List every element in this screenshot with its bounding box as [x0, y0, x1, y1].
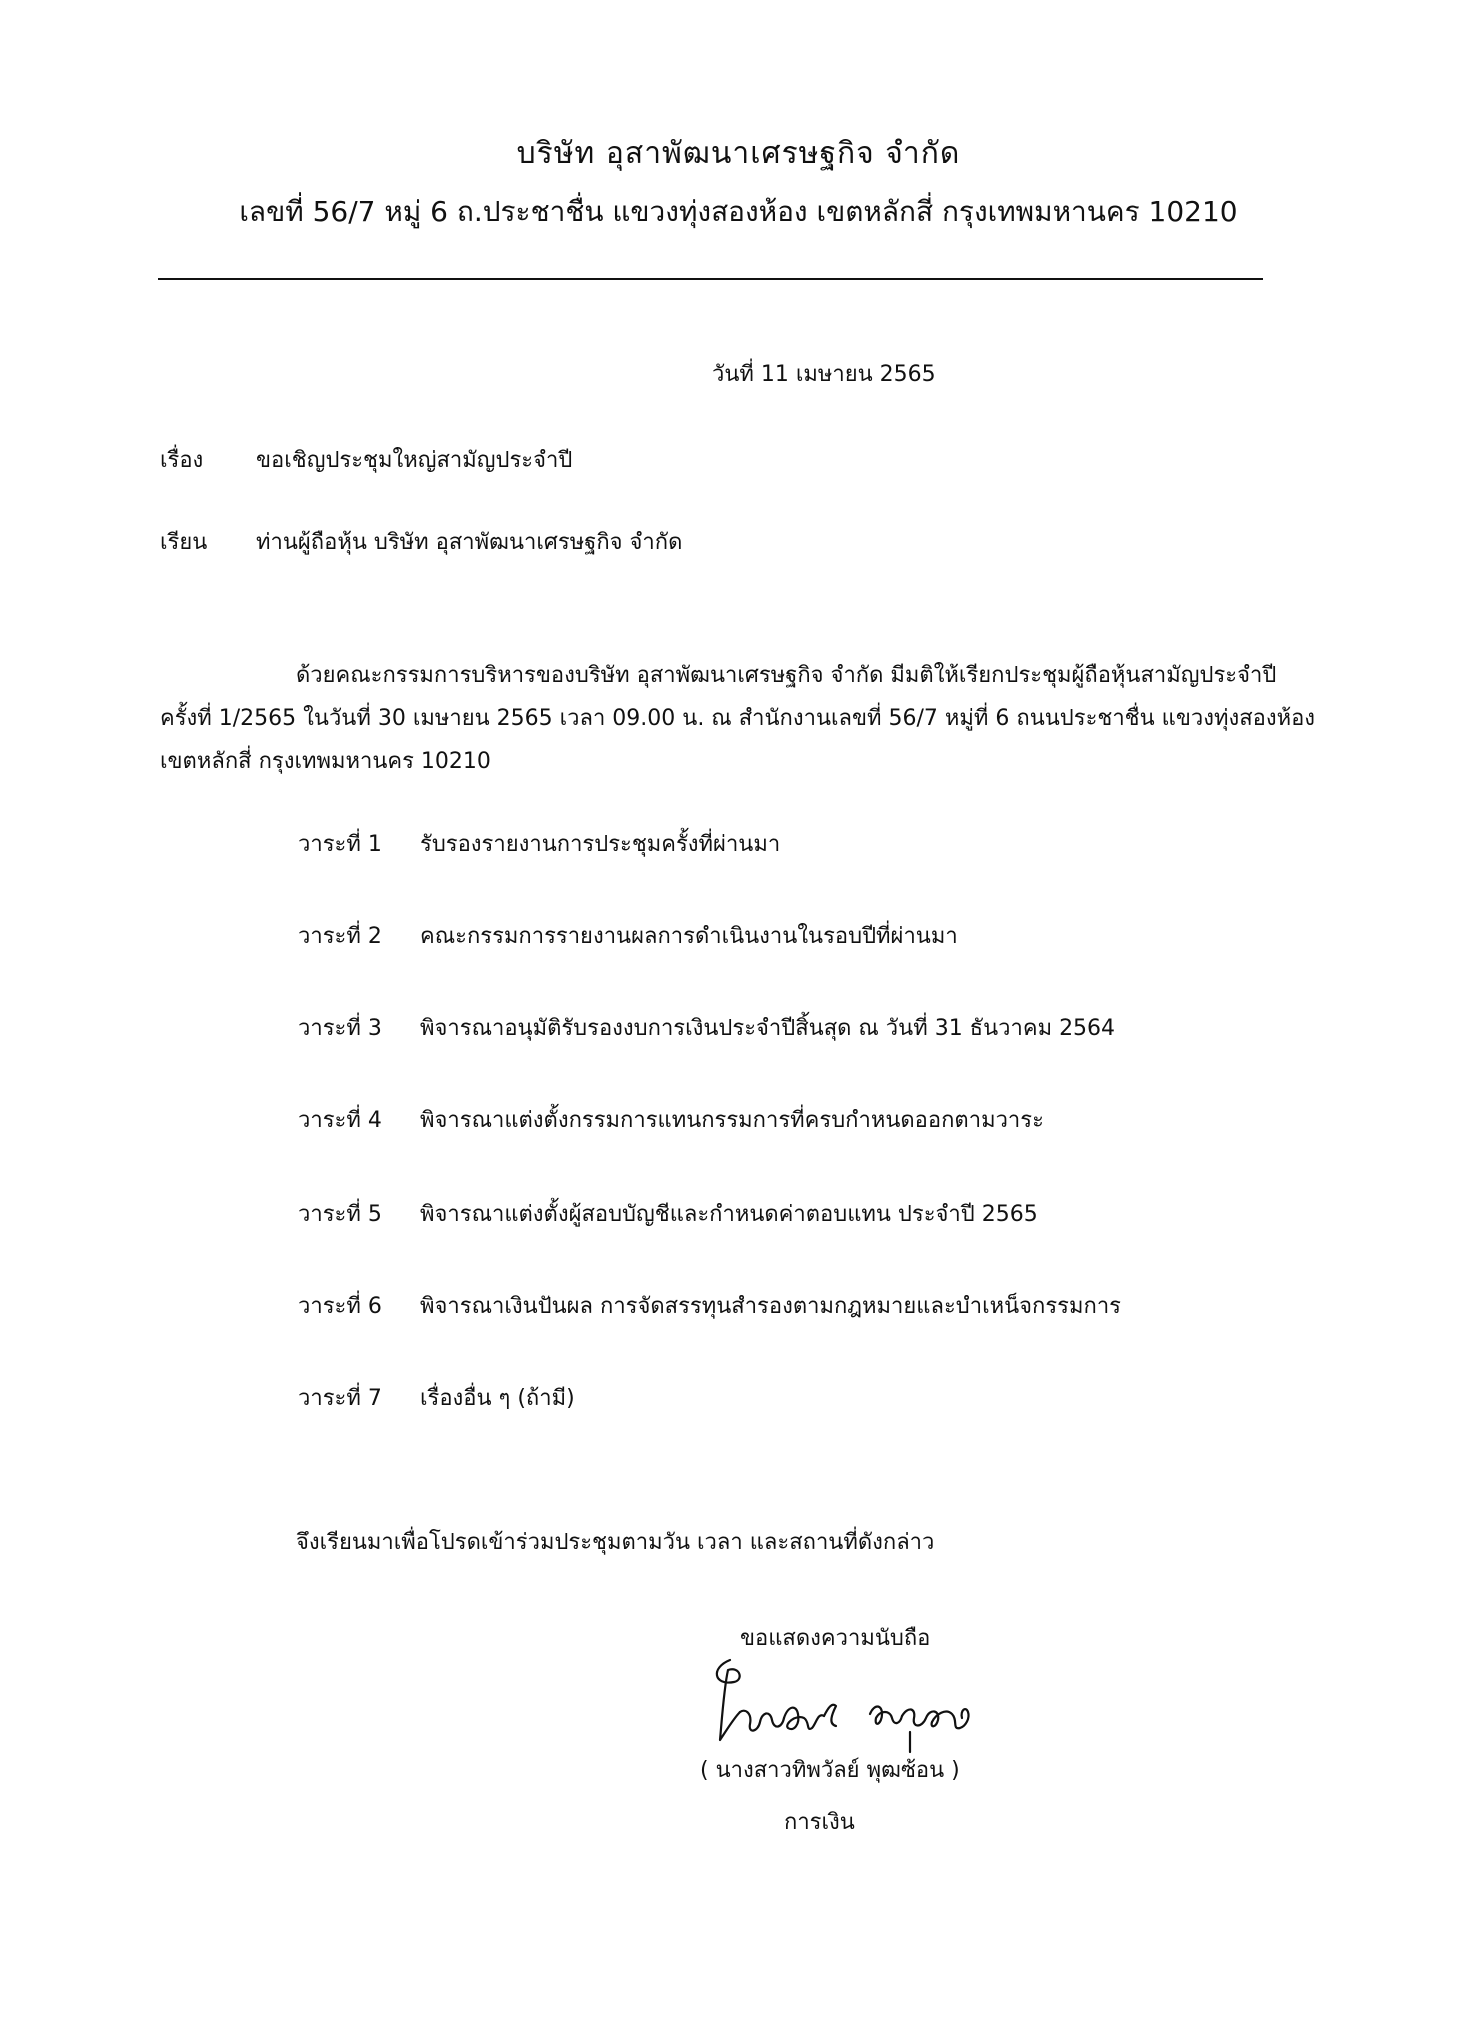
closing-text: จึงเรียนมาเพื่อโปรดเข้าร่วมประชุมตามวัน เวลา และสถานที่ดังกล่าว: [296, 1530, 935, 1555]
signer-name: ( นางสาวทิพวัลย์ พุฒซ้อน ): [700, 1758, 960, 1783]
agenda-text: พิจารณาแต่งตั้งกรรมการแทนกรรมการที่ครบกำหนดออกตามวาระ: [420, 1108, 1044, 1133]
handwritten-signature: [700, 1648, 1020, 1758]
agenda-number: วาระที่ 4: [298, 1108, 382, 1133]
subject-text: ขอเชิญประชุมใหญ่สามัญประจำปี: [256, 448, 573, 473]
agenda-number: วาระที่ 2: [298, 924, 382, 949]
agenda-text: เรื่องอื่น ๆ (ถ้ามี): [420, 1386, 575, 1411]
agenda-text: พิจารณาแต่งตั้งผู้สอบบัญชีและกำหนดค่าตอบแทน ประจำปี 2565: [420, 1202, 1038, 1227]
agenda-number: วาระที่ 1: [298, 832, 382, 857]
agenda-number: วาระที่ 3: [298, 1016, 382, 1041]
company-address: เลขที่ 56/7 หมู่ 6 ถ.ประชาชื่น แขวงทุ่งสองห้อง เขตหลักสี่ กรุงเทพมหานคร 10210: [239, 195, 1238, 228]
agenda-text: พิจารณาอนุมัติรับรองงบการเงินประจำปีสิ้นสุด ณ วันที่ 31 ธันวาคม 2564: [420, 1016, 1116, 1041]
subject-label: เรื่อง: [160, 448, 204, 473]
regards-text: ขอแสดงความนับถือ: [740, 1626, 931, 1651]
recipient-text: ท่านผู้ถือหุ้น บริษัท อุสาพัฒนาเศรษฐกิจ จำกัด: [256, 530, 683, 555]
letter-date: วันที่ 11 เมษายน 2565: [712, 362, 936, 387]
agenda-number: วาระที่ 5: [298, 1202, 382, 1227]
agenda-text: รับรองรายงานการประชุมครั้งที่ผ่านมา: [420, 832, 781, 857]
agenda-text: พิจารณาเงินปันผล การจัดสรรทุนสำรองตามกฎหมายและบำเหน็จกรรมการ: [420, 1294, 1121, 1319]
agenda-number: วาระที่ 6: [298, 1294, 382, 1319]
agenda-text: คณะกรรมการรายงานผลการดำเนินงานในรอบปีที่ผ่านมา: [420, 924, 958, 949]
body-line-1: ด้วยคณะกรรมการบริหารของบริษัท อุสาพัฒนาเศรษฐกิจ จำกัด มีมติให้เรียกประชุมผู้ถือหุ้นสามัญประจำปี: [296, 663, 1277, 688]
signer-position: การเงิน: [784, 1810, 855, 1835]
company-name: บริษัท อุสาพัฒนาเศรษฐกิจ จำกัด: [516, 136, 961, 171]
header-divider: [158, 278, 1263, 280]
body-line-2: ครั้งที่ 1/2565 ในวันที่ 30 เมษายน 2565 เวลา 09.00 น. ณ สำนักงานเลขที่ 56/7 หมู่ที่ 6 ถนนประชาชื่น แขวงทุ่งสองห้อง: [160, 706, 1316, 731]
recipient-label: เรียน: [160, 530, 208, 555]
agenda-number: วาระที่ 7: [298, 1386, 382, 1411]
body-line-3: เขตหลักสี่ กรุงเทพมหานคร 10210: [160, 749, 491, 774]
